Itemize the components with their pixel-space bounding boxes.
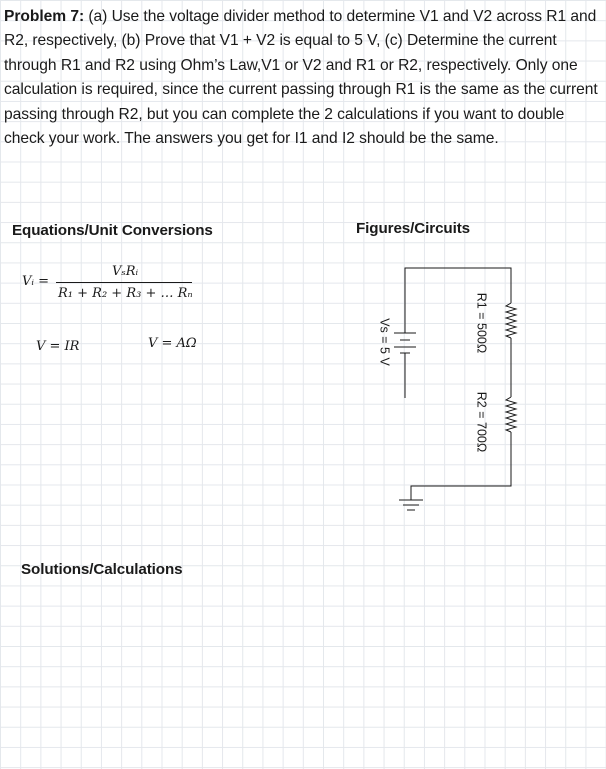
voltage-divider-lhs: Vᵢ = bbox=[22, 274, 50, 289]
resistor-r2-symbol bbox=[506, 397, 516, 432]
problem-label: Problem 7: bbox=[4, 8, 85, 25]
problem-text: (a) Use the voltage divider method to determine V1 and V2 across R1 and R2, respectively, (b) Prove that V1 + V2 is equal to 5 V, (c) Determine the current through R1 and R2 using Ohm’s Law,V1 or V2 and R1 or R2, respectively. Only one calculation is required, since the current passing through R1 is the same as the current passing through R2, but you can complete the 2 calculations if you want to double check your work. The answers you get for I1 and I2 should be the same. bbox=[4, 8, 598, 148]
r2-label: R2 = 700Ω bbox=[474, 391, 489, 453]
equations-heading: Equations/Unit Conversions bbox=[12, 222, 213, 239]
unit-equation: V = AΩ bbox=[148, 336, 197, 351]
source-voltage-label: Vs = 5 V bbox=[377, 318, 392, 366]
voltage-divider-denominator: R₁ + R₂ + R₃ + … Rₙ bbox=[58, 286, 193, 301]
r1-label: R1 = 500Ω bbox=[474, 292, 489, 354]
solutions-heading: Solutions/Calculations bbox=[21, 561, 183, 578]
wire-top bbox=[405, 268, 511, 333]
figures-heading: Figures/Circuits bbox=[356, 220, 471, 237]
wire-bottom bbox=[411, 432, 511, 500]
resistor-r1-symbol bbox=[506, 303, 516, 338]
voltage-divider-numerator: VₛRᵢ bbox=[112, 264, 139, 279]
ohms-law-equation: V = IR bbox=[36, 339, 80, 354]
